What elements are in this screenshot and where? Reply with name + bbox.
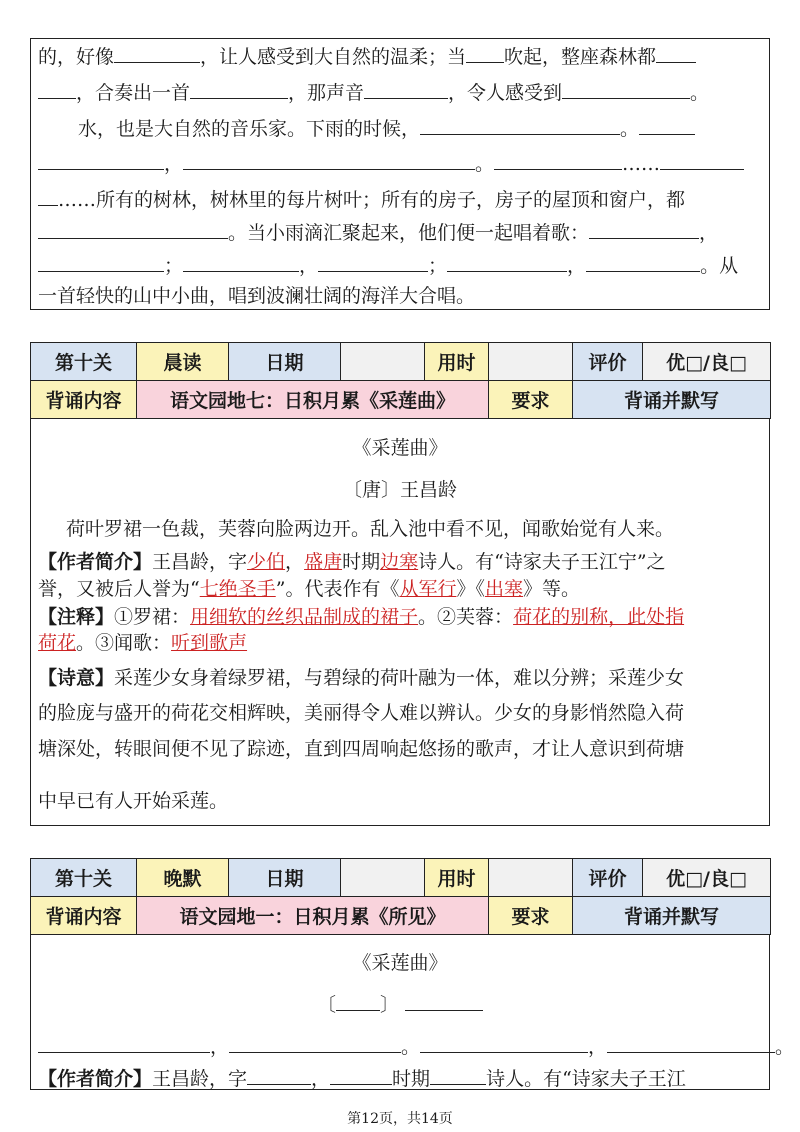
blank[interactable] [114,44,200,63]
blank[interactable] [562,80,690,99]
time-input[interactable] [489,343,573,381]
eval-label: 评价 [573,343,643,381]
blank[interactable] [494,151,622,170]
passage-line-5: ……所有的树林，树林里的每片树叶；所有的房子，房子的屋顶和窗户，都 [38,187,685,213]
time-label: 用时 [425,343,489,381]
dynasty-blank[interactable] [336,992,380,1011]
level-cell: 第十关 [31,343,137,381]
section1-header [30,342,771,419]
req-value: 背诵并默写 [573,381,771,419]
poem-author-blank: 〔 〕 [30,990,770,1017]
date-label: 日期 [229,859,341,897]
content-value: 语文园地七：日积月累《采莲曲》 [137,381,489,419]
blank[interactable] [247,1066,311,1085]
content-label: 背诵内容 [31,897,137,935]
passage-line-4: ， 。 …… [38,151,744,177]
time-label: 用时 [425,859,489,897]
blank[interactable] [38,253,164,272]
blank[interactable] [586,253,700,272]
poem-author: 〔唐〕王昌龄 [342,479,457,501]
date-input[interactable] [341,859,425,897]
eval-checkboxes[interactable]: 优□/良□ [643,859,771,897]
author-intro-line-1: 【作者简介】王昌龄，字少伯，盛唐时期边塞诗人。有“诗家夫子王江宁”之 [38,551,666,573]
blank[interactable] [639,116,695,135]
blank[interactable] [656,44,696,63]
section2-header [30,858,771,935]
passage-line-1: 的，好像 ，让人感受到大自然的温柔；当 吹起，整座森林都 [38,44,696,70]
blank[interactable] [607,1034,775,1053]
blank[interactable] [447,253,567,272]
blank[interactable] [183,253,299,272]
req-label: 要求 [489,381,573,419]
blank[interactable] [38,220,228,239]
poem-text: 荷叶罗裙一色裁，芙蓉向脸两边开。乱入池中看不见，闻歌始觉有人来。 [66,518,675,540]
passage-line-2: ，合奏出一首 ，那声音 ，令人感受到 。 [38,80,709,106]
passage-line-8: 一首轻快的山中小曲，唱到波澜壮阔的海洋大合唱。 [38,285,476,307]
blank[interactable] [318,253,428,272]
blank[interactable] [229,1034,401,1053]
author-intro-line-2: 誉，又被后人誉为“七绝圣手”。代表作有《从军行》《出塞》等。 [38,578,581,600]
notes-tag: 【注释】 [38,606,115,628]
blank[interactable] [38,1034,210,1053]
passage-line-3: 水，也是大自然的音乐家。下雨的时候， 。 [78,116,695,142]
blank[interactable] [660,151,744,170]
blank[interactable] [420,116,620,135]
session-cell: 晚默 [137,859,229,897]
level-cell: 第十关 [31,859,137,897]
blank[interactable] [589,220,699,239]
author-intro-tag: 【作者简介】 [38,551,153,573]
content-label: 背诵内容 [31,381,137,419]
blank[interactable] [38,80,76,99]
blank[interactable] [183,151,475,170]
meaning-tag: 【诗意】 [38,667,115,689]
req-label: 要求 [489,897,573,935]
blank[interactable] [466,44,504,63]
author-blank[interactable] [405,992,483,1011]
author-intro-blank-line: 【作者简介】王昌龄，字 ， 时期 诗人。有“诗家夫子王江 [38,1068,686,1090]
meaning-line-3: 塘深处，转眼间便不见了踪迹，直到四周响起悠扬的歌声，才让人意识到荷塘 [38,738,685,760]
eval-checkboxes[interactable]: 优□/良□ [643,343,771,381]
req-value: 背诵并默写 [573,897,771,935]
passage-line-7: ； ， ； ， 。从 [38,253,738,279]
blank[interactable] [430,1066,486,1085]
eval-label: 评价 [573,859,643,897]
passage-line-6: 。当小雨滴汇聚起来，他们便一起唱着歌： ， [38,220,718,246]
blank[interactable] [420,1034,588,1053]
blank[interactable] [190,80,288,99]
blank[interactable] [38,187,58,206]
blank[interactable] [330,1066,392,1085]
date-label: 日期 [229,343,341,381]
meaning-line-2: 的脸庞与盛开的荷花交相辉映，美丽得令人难以辨认。少女的身影悄然隐入荷 [38,702,685,724]
date-input[interactable] [341,343,425,381]
session-cell: 晨读 [137,343,229,381]
blank[interactable] [364,80,448,99]
poem-title: 《采莲曲》 [352,952,448,974]
meaning-line-1: 【诗意】采莲少女身着绿罗裙，与碧绿的荷叶融为一体，难以分辨；采莲少女 [38,667,685,689]
poem-blank-line: ， 。 ， 。 [38,1034,794,1060]
notes-line-1: 【注释】①罗裙：用细软的丝织品制成的裙子。②芙蓉：荷花的别称，此处指 [38,606,685,628]
author-intro-tag: 【作者简介】 [38,1068,153,1090]
poem-title: 《采莲曲》 [352,437,448,459]
meaning-line-4: 中早已有人开始采莲。 [38,790,229,812]
content-value: 语文园地一：日积月累《所见》 [137,897,489,935]
time-input[interactable] [489,859,573,897]
notes-line-2: 荷花。③闻歌：听到歌声 [38,632,248,654]
blank[interactable] [38,151,164,170]
page-footer: 第12页，共14页 [347,1111,453,1127]
